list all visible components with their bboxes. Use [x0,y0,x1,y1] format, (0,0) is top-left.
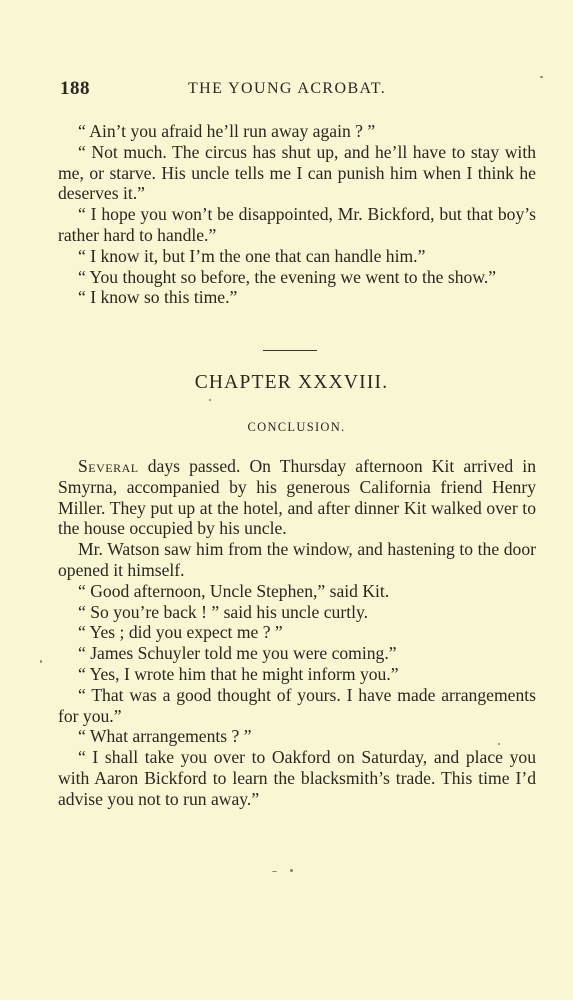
chapter-end-text [58,121,536,308]
paper-speck [272,871,277,872]
paragraph: “ James Schuyler told me you were coming.” [78,643,397,664]
chapter-title: CHAPTER XXXVIII. [194,372,389,393]
paragraph: “ What arrangements ? ” [78,726,252,747]
paragraph: “ Ain’t you afraid he’ll run away again ? ” [78,121,376,141]
paragraph: “ Yes, I wrote him that he might inform you.” [78,663,399,684]
paragraph: “ Good afternoon, Uncle Stephen,” said Kit. [78,580,390,601]
paper-speck [540,76,543,78]
paragraph: “ Yes ; did you expect me ? ” [78,622,283,643]
section-divider [263,350,317,351]
paper-speck [209,399,211,401]
paragraph: “ That was a good thought of yours. I have made arrangements for you.” [58,684,536,726]
chapter-subtitle: CONCLUSION. [247,420,346,434]
paragraph: “ You thought so before, the evening we went to the show.” [78,266,497,287]
book-title: THE YOUNG ACROBAT. [188,80,387,97]
paragraph: “ I know it, but I’m the one that can handle him.” [78,245,426,266]
opening-text: days passed. On Thursday afternoon Kit arrived in Smyrna, accompanied by his generous California friend Henry Miller. They put up at the hotel, and after dinner Kit walked over to the house occupied by his uncle. [58,456,536,539]
paragraph: “ I hope you won’t be disappointed, Mr. Bickford, but that boy’s rather hard to handle.” [58,204,536,245]
paragraph: “ So you’re back ! ” said his uncle curtly. [78,601,369,622]
paragraph: “ Not much. The circus has shut up, and he’ll have to stay with me, or starve. His uncle tells me I can punish him when I think he deserves it.” [58,141,536,204]
paragraph: “ I shall take you over to Oakford on Saturday, and place you with Aaron Bickford to learn the blacksmith’s trade. This time I’d advise you not to run away.” [58,747,536,809]
paragraph: Mr. Watson saw him from the window, and hastening to the door opened it himself. [58,539,536,580]
page-number: 188 [60,78,90,99]
running-head [60,78,538,102]
opening-paragraph [58,456,536,539]
chapter-text [58,456,536,810]
paper-speck [40,660,42,663]
paper-speck [498,743,500,745]
paper-speck [290,869,293,872]
opening-lead-word: Several [78,456,139,476]
paragraph: “ I know so this time.” [78,287,238,308]
